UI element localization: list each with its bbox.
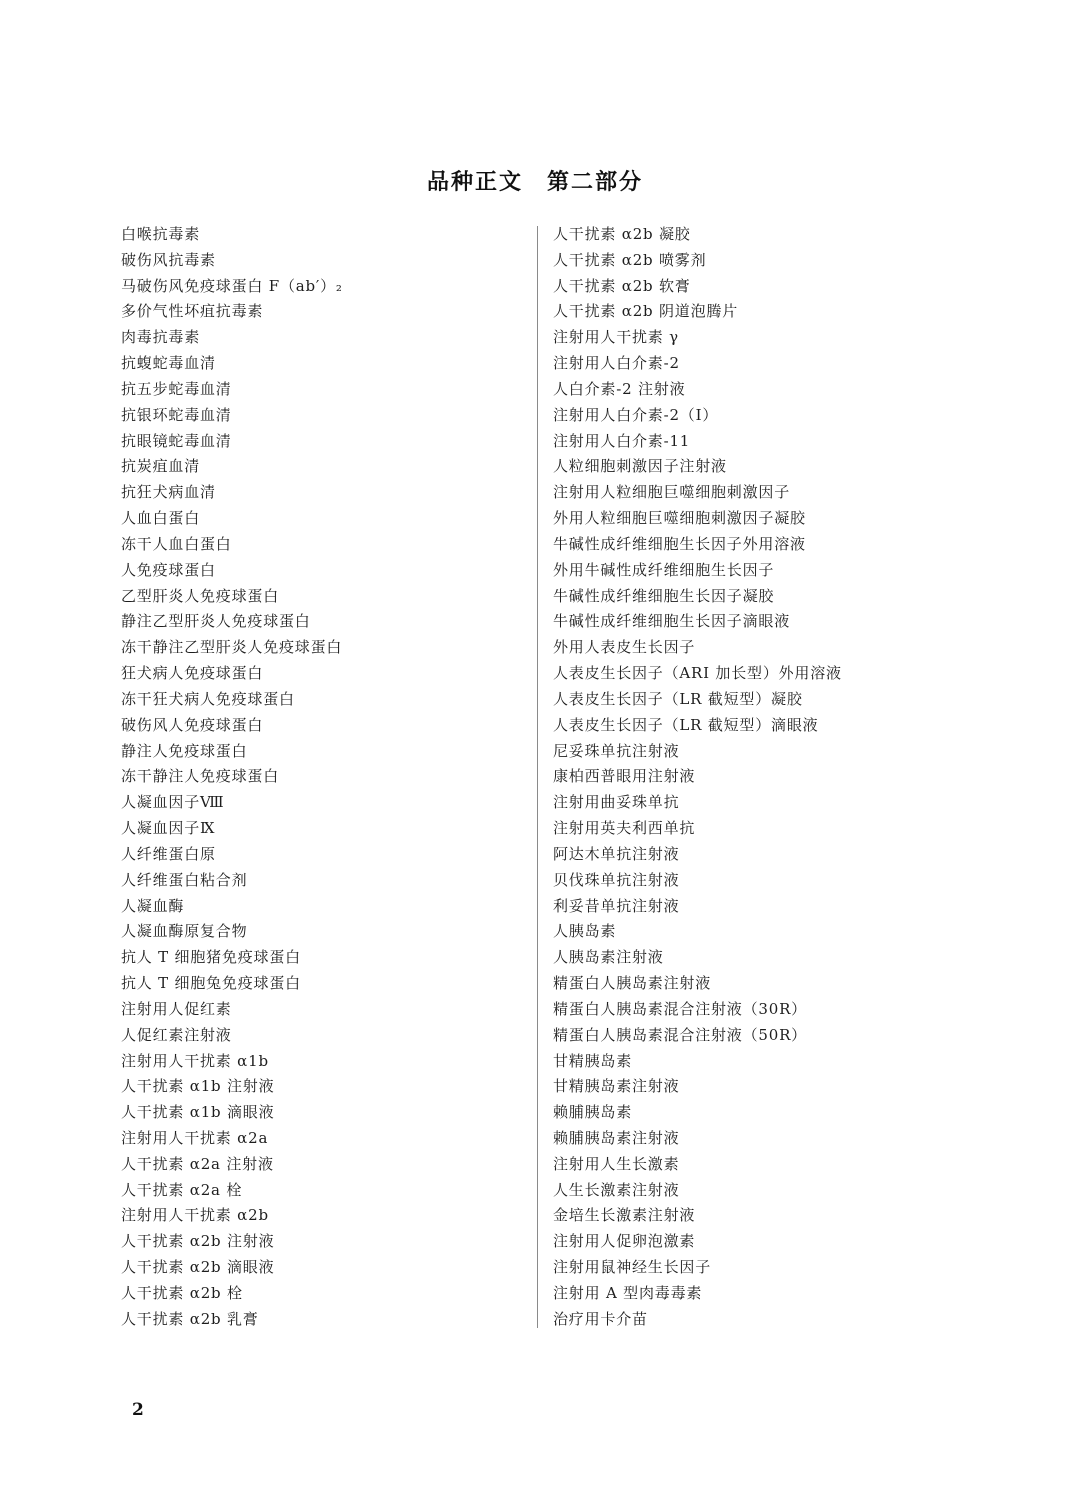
list-item: 赖脯胰岛素: [553, 1103, 633, 1122]
list-item: 乙型肝炎人免疫球蛋白: [121, 586, 280, 605]
list-item: 注射用人干扰素 α2b: [121, 1206, 269, 1225]
list-item: 康柏西普眼用注射液: [553, 767, 696, 786]
list-item: 抗眼镜蛇毒血清: [121, 431, 232, 450]
list-item: 人干扰素 α2b 软膏: [553, 276, 691, 295]
list-item: 外用牛碱性成纤维细胞生长因子: [553, 560, 775, 579]
list-item: 人干扰素 α2b 滴眼液: [121, 1258, 275, 1277]
list-item: 注射用人白介素-2: [553, 354, 680, 373]
list-item: 人白介素-2 注射液: [553, 379, 686, 398]
list-item: 人促红素注射液: [121, 1025, 232, 1044]
list-item: 人纤维蛋白原: [121, 844, 216, 863]
list-item: 外用人粒细胞巨噬细胞刺激因子凝胶: [553, 509, 806, 528]
list-item: 抗蝮蛇毒血清: [121, 354, 216, 373]
list-item: 人血白蛋白: [121, 509, 201, 528]
list-item: 静注人免疫球蛋白: [121, 741, 248, 760]
list-item: 狂犬病人免疫球蛋白: [121, 664, 264, 683]
list-item: 抗五步蛇毒血清: [121, 379, 232, 398]
list-item: 人干扰素 α2b 乳膏: [121, 1309, 259, 1328]
list-item: 注射用英夫利西单抗: [553, 819, 696, 838]
list-item: 人干扰素 α2b 注射液: [121, 1232, 275, 1251]
list-item: 人胰岛素: [553, 922, 617, 941]
list-item: 人凝血酶: [121, 896, 185, 915]
list-item: 赖脯胰岛素注射液: [553, 1128, 680, 1147]
list-item: 牛碱性成纤维细胞生长因子凝胶: [553, 586, 775, 605]
list-item: 人表皮生长因子（LR 截短型）凝胶: [553, 689, 803, 708]
list-item: 人干扰素 α2a 注射液: [121, 1154, 274, 1173]
right-column-list: [553, 222, 1023, 1333]
list-item: 冻干静注人免疫球蛋白: [121, 767, 280, 786]
list-item: 冻干狂犬病人免疫球蛋白: [121, 689, 295, 708]
list-item: 精蛋白人胰岛素混合注射液（50R）: [553, 1025, 807, 1044]
list-item: 牛碱性成纤维细胞生长因子外用溶液: [553, 534, 806, 553]
list-item: 牛碱性成纤维细胞生长因子滴眼液: [553, 612, 791, 631]
column-divider: [537, 226, 538, 1328]
list-item: 注射用人白介素-11: [553, 431, 691, 450]
page-title: 品种正文 第二部分: [426, 170, 643, 195]
list-item: 人凝血酶原复合物: [121, 922, 248, 941]
list-item: 人表皮生长因子（LR 截短型）滴眼液: [553, 715, 819, 734]
list-item: 甘精胰岛素注射液: [553, 1077, 680, 1096]
list-item: 注射用人促卵泡激素: [553, 1232, 696, 1251]
list-item: 利妥昔单抗注射液: [553, 896, 680, 915]
list-item: 人凝血因子Ⅷ: [121, 793, 225, 812]
page-number: 2: [132, 1400, 144, 1420]
list-item: 人干扰素 α2b 凝胶: [553, 225, 691, 243]
list-item: 金培生长激素注射液: [553, 1206, 696, 1225]
list-item: 肉毒抗毒素: [121, 328, 201, 347]
list-item: 人干扰素 α2b 栓: [121, 1283, 243, 1302]
list-item: 人生长激素注射液: [553, 1180, 680, 1199]
list-item: 外用人表皮生长因子: [553, 638, 696, 657]
list-item: 破伤风抗毒素: [121, 250, 216, 269]
list-item: 人干扰素 α2a 栓: [121, 1180, 243, 1199]
list-item: 抗银环蛇毒血清: [121, 405, 232, 424]
list-item: 抗人 T 细胞猪免疫球蛋白: [121, 948, 301, 967]
left-column-list: [121, 222, 521, 1333]
list-item: 马破伤风免疫球蛋白 F（ab′）₂: [121, 276, 343, 295]
list-item: 人干扰素 α1b 注射液: [121, 1077, 275, 1096]
list-item: 冻干人血白蛋白: [121, 534, 232, 553]
list-item: 注射用曲妥珠单抗: [553, 793, 680, 812]
list-item: 精蛋白人胰岛素注射液: [553, 974, 712, 993]
list-item: 抗炭疽血清: [121, 457, 201, 476]
list-item: 贝伐珠单抗注射液: [553, 870, 680, 889]
list-item: 静注乙型肝炎人免疫球蛋白: [121, 612, 311, 631]
list-item: 治疗用卡介苗: [553, 1309, 648, 1328]
list-item: 人干扰素 α2b 阴道泡腾片: [553, 302, 739, 321]
list-item: 人干扰素 α1b 滴眼液: [121, 1103, 275, 1122]
list-item: 注射用人白介素-2（Ⅰ）: [553, 405, 719, 424]
list-item: 白喉抗毒素: [121, 225, 201, 243]
list-item: 注射用人干扰素 γ: [553, 328, 679, 347]
list-item: 人粒细胞刺激因子注射液: [553, 457, 727, 476]
list-item: 人纤维蛋白粘合剂: [121, 870, 248, 889]
list-item: 注射用人生长激素: [553, 1154, 680, 1173]
list-item: 抗人 T 细胞兔免疫球蛋白: [121, 974, 301, 993]
list-item: 抗狂犬病血清: [121, 483, 216, 502]
list-item: 注射用人干扰素 α1b: [121, 1051, 269, 1070]
list-item: 尼妥珠单抗注射液: [553, 741, 680, 760]
list-item: 人免疫球蛋白: [121, 560, 216, 579]
list-item: 人胰岛素注射液: [553, 948, 664, 967]
list-item: 注射用鼠神经生长因子: [553, 1258, 712, 1277]
list-item: 多价气性坏疽抗毒素: [121, 302, 264, 321]
list-item: 注射用人干扰素 α2a: [121, 1128, 269, 1147]
list-item: 人凝血因子Ⅸ: [121, 819, 216, 838]
list-item: 阿达木单抗注射液: [553, 844, 680, 863]
list-item: 人干扰素 α2b 喷雾剂: [553, 250, 707, 269]
list-item: 注射用 A 型肉毒毒素: [553, 1283, 703, 1302]
list-item: 甘精胰岛素: [553, 1051, 633, 1070]
list-item: 精蛋白人胰岛素混合注射液（30R）: [553, 999, 807, 1018]
list-item: 注射用人促红素: [121, 999, 232, 1018]
list-item: 人表皮生长因子（ARI 加长型）外用溶液: [553, 664, 842, 683]
list-item: 注射用人粒细胞巨噬细胞刺激因子: [553, 483, 791, 502]
list-item: 冻干静注乙型肝炎人免疫球蛋白: [121, 638, 343, 657]
list-item: 破伤风人免疫球蛋白: [121, 715, 264, 734]
